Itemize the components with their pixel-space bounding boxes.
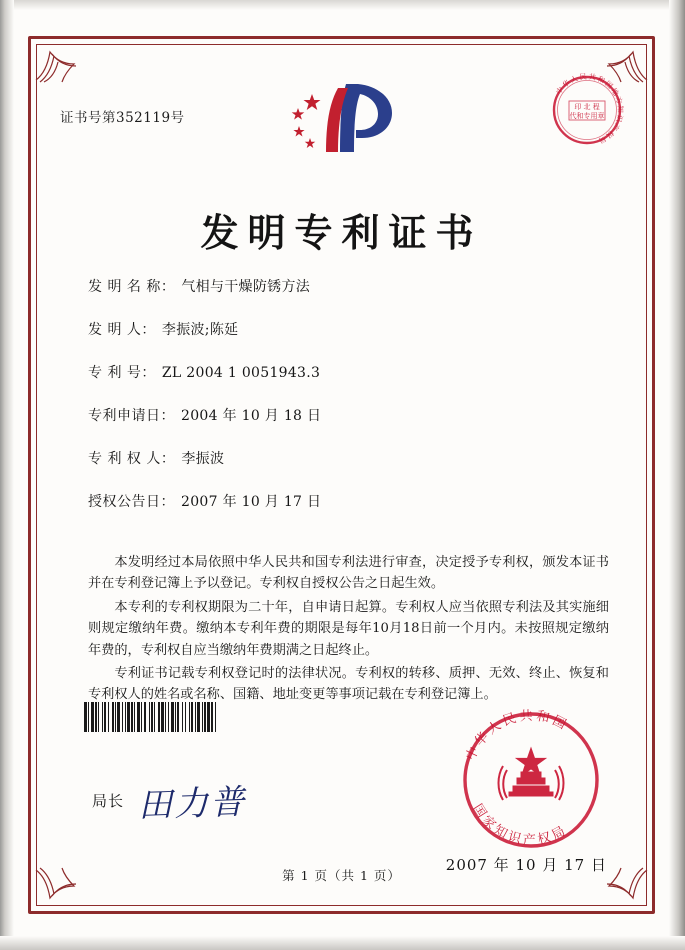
page-footer: 第 1 页（共 1 页） <box>282 868 401 883</box>
field-value: 李振波;陈延 <box>161 322 239 338</box>
legal-text <box>88 552 609 708</box>
field-value: 2004 年 10 月 18 日 <box>181 408 322 424</box>
field-label: 发 明 名 称： <box>88 279 176 295</box>
barcode-bar <box>216 702 219 732</box>
paragraph: 本发明经过本局依照中华人民共和国专利法进行审查，决定授予专利权，颁发本证书并在专利登记簿上予以登记。专利权自授权公告之日起生效。 <box>88 555 609 592</box>
director-label: 局长 <box>92 792 125 810</box>
field-list <box>88 276 613 534</box>
issue-date: 2007 年 10 月 17 日 <box>445 856 607 874</box>
field-label: 授权公告日： <box>88 494 175 510</box>
local-intellectual-property-seal <box>545 68 629 152</box>
field-label: 专利申请日： <box>88 408 175 424</box>
field-label: 发 明 人： <box>88 322 156 338</box>
svg-text:中华人民共和国地方知识产权局: 中华人民共和国地方知识产权局 <box>553 71 626 146</box>
field-label: 专 利 号： <box>88 365 156 381</box>
page-title: 发明专利证书 <box>200 210 483 255</box>
field-value: 气相与干燥防锈方法 <box>181 279 311 295</box>
svg-text:印 北 程: 印 北 程 <box>574 103 600 111</box>
paragraph: 本专利的专利权期限为二十年，自申请日起算。专利权人应当依照专利法及其实施细则规定缴纳年费。缴纳本专利年费的期限是每年10月18日前一个月内。未按照规定缴纳年费的，专利权自应当缴纳年费期满之日起终止。 <box>88 599 609 658</box>
field-patentee <box>88 448 613 468</box>
field-label: 专 利 权 人： <box>88 451 176 467</box>
scan-edge-left <box>0 0 14 950</box>
paragraph: 专利证书记载专利权登记时的法律状况。专利权的转移、质押、无效、终止、恢复和专利权人的姓名或名称、国籍、地址变更等事项记载在专利登记簿上。 <box>88 665 609 703</box>
field-patent-number <box>88 362 613 382</box>
svg-text:代和专用章: 代和专用章 <box>569 112 605 120</box>
field-grant-announcement-date <box>88 491 613 511</box>
field-inventor <box>88 319 613 339</box>
svg-text:中华人民共和国: 中华人民共和国 <box>463 708 571 764</box>
field-value: 李振波 <box>181 451 225 467</box>
field-invention-title <box>88 276 613 296</box>
director-signature: 田力普 <box>137 782 247 826</box>
field-value: 2007 年 10 月 17 日 <box>181 494 322 510</box>
field-value: ZL 2004 1 0051943.3 <box>161 365 321 381</box>
barcode <box>84 702 298 732</box>
director-signature-row <box>92 776 246 825</box>
scan-edge-right <box>669 0 685 950</box>
svg-text:国家知识产权局: 国家知识产权局 <box>469 801 571 849</box>
scan-edge-top <box>0 0 685 10</box>
sipo-logo-icon <box>282 80 402 156</box>
national-intellectual-property-seal <box>451 700 611 860</box>
certificate-number: 证书号第352119号 <box>60 110 185 126</box>
certificate-content <box>46 54 637 896</box>
field-application-date <box>88 405 613 425</box>
scan-edge-bottom <box>0 936 685 950</box>
